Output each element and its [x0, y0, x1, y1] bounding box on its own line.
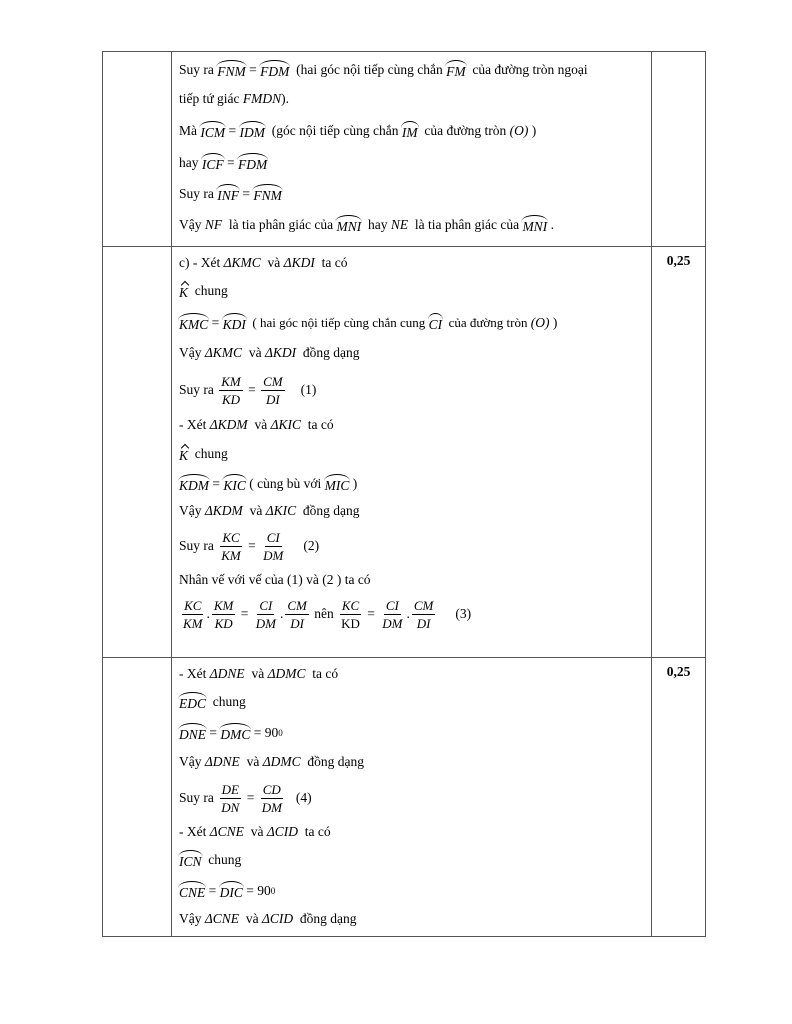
- angle-symbol: KDM: [179, 474, 209, 494]
- fraction: $\frac{CM}{DI}$: [287, 597, 307, 631]
- line: Vậy ΔCNE và ΔCID đồng dạng: [179, 911, 357, 926]
- table-row: [103, 247, 706, 658]
- fraction: $\frac{DE}{DN}$: [221, 781, 240, 815]
- angle-symbol: KDI: [223, 313, 246, 333]
- angle-symbol: DMC: [220, 723, 250, 743]
- angle-symbol: CNE: [179, 881, 205, 901]
- fraction: $\frac{CI}{DM}$: [255, 597, 276, 631]
- fraction: $\frac{KM}{KD}$: [213, 597, 234, 631]
- angle-symbol: INF: [217, 184, 239, 204]
- fraction: $\frac{KM}{KD}$: [221, 373, 241, 407]
- line: $\frac{KC}{KM}$ . $\frac{KM}{KD}$ = $\frac{CI}{DM}$ . $\frac{CM}{DI}$ nên $\frac{KC}{KD}$ = $\frac{CI}{DM}$ . $\frac{CM}{DI}$ (3): [183, 597, 472, 631]
- line: - Xét ΔCNE và ΔCID ta có: [179, 824, 331, 839]
- score-value: 0,25: [666, 253, 691, 268]
- line: Suy ra INF = FNM: [179, 186, 282, 203]
- blank-cell: [103, 52, 172, 247]
- angle-symbol: FNM: [253, 184, 282, 204]
- line: tiếp tứ giác FMDN ).: [179, 91, 290, 106]
- angle-symbol: ICM: [200, 121, 225, 141]
- blank-cell: [103, 247, 172, 658]
- angle-symbol: FDM: [260, 60, 289, 80]
- blank-cell: [103, 658, 172, 937]
- line: KMC = KDI ( hai góc nội tiếp cùng chắn cung CI của đường tròn (O) ): [179, 314, 558, 332]
- line: ICN chung: [179, 852, 242, 869]
- angle-symbol: EDC: [179, 692, 206, 712]
- score-cell: [652, 658, 706, 937]
- angle-symbol: MNI: [336, 215, 361, 235]
- line: c) - Xét ΔKMC và ΔKDI ta có: [179, 255, 348, 270]
- angle-symbol: ICF: [202, 153, 224, 173]
- line: Suy ra $\frac{KC}{KM}$ = $\frac{CI}{DM}$ (2): [179, 529, 320, 563]
- solution-cell-part-b: [172, 52, 652, 247]
- table-row: [103, 52, 706, 247]
- fraction: $\frac{CM}{DI}$: [263, 373, 283, 407]
- line: Suy ra FNM = FDM (hai góc nội tiếp cùng chắn FM của đường tròn ngoại: [179, 62, 588, 79]
- angle-symbol: K: [179, 444, 188, 464]
- line: K chung: [179, 283, 228, 300]
- angle-symbol: DNE: [179, 723, 206, 743]
- fraction: $\frac{KC}{KM}$: [183, 597, 203, 631]
- score-cell: [652, 52, 706, 247]
- fraction: $\frac{CD}{DM}$: [261, 781, 282, 815]
- fraction: $\frac{CI}{DM}$: [263, 529, 284, 563]
- line: Nhân vế với vế của (1) và (2 ) ta có: [179, 572, 371, 587]
- fraction: $\frac{KC}{KM}$: [221, 529, 241, 563]
- table-row: [103, 658, 706, 937]
- angle-symbol: DIC: [220, 881, 243, 901]
- line: KDM = KIC ( cùng bù với MIC ): [179, 476, 358, 493]
- solution-cell-part-d: [172, 658, 652, 937]
- arc-symbol: CI: [429, 313, 443, 333]
- line: Vậy ΔKDM và ΔKIC đồng dạng: [179, 503, 360, 518]
- angle-symbol: IDM: [240, 121, 266, 141]
- line: Vậy NF là tia phân giác của MNI hay NE là tia phân giác của MNI .: [179, 217, 554, 234]
- score-value: 0,25: [666, 664, 691, 679]
- line: Mà ICM = IDM (góc nội tiếp cùng chắn IM của đường tròn (O) ): [179, 123, 537, 140]
- angle-symbol: FNM: [217, 60, 246, 80]
- fraction: $\frac{CI}{DM}$: [382, 597, 403, 631]
- solution-table: [102, 51, 706, 937]
- line: - Xét ΔKDM và ΔKIC ta có: [179, 417, 334, 432]
- line: Vậy ΔDNE và ΔDMC đồng dạng: [179, 754, 364, 769]
- fraction: $\frac{CM}{DI}$: [413, 597, 434, 631]
- line: Vậy ΔKMC và ΔKDI đồng dạng: [179, 345, 360, 360]
- line: K chung: [179, 446, 228, 463]
- angle-symbol: KMC: [179, 313, 208, 333]
- solution-cell-part-c: [172, 247, 652, 658]
- fraction: $\frac{KC}{KD}$: [341, 597, 360, 631]
- angle-symbol: KIC: [223, 474, 246, 494]
- line: EDC chung: [179, 694, 246, 711]
- angle-symbol: FDM: [238, 153, 267, 173]
- line: Suy ra $\frac{KM}{KD}$ = $\frac{CM}{DI}$ (1): [179, 373, 317, 407]
- line: CNE = DIC = 90 0: [179, 883, 276, 900]
- angle-symbol: MIC: [325, 474, 350, 494]
- line: Suy ra $\frac{DE}{DN}$ = $\frac{CD}{DM}$ (4): [179, 781, 312, 815]
- line: - Xét ΔDNE và ΔDMC ta có: [179, 666, 339, 681]
- line: hay ICF = FDM: [179, 155, 268, 172]
- angle-symbol: K: [179, 281, 188, 301]
- arc-symbol: IM: [402, 121, 418, 141]
- angle-symbol: ICN: [179, 850, 202, 870]
- arc-symbol: FM: [446, 60, 466, 80]
- score-cell: [652, 247, 706, 658]
- angle-symbol: MNI: [522, 215, 547, 235]
- line: DNE = DMC = 90 0: [179, 725, 283, 742]
